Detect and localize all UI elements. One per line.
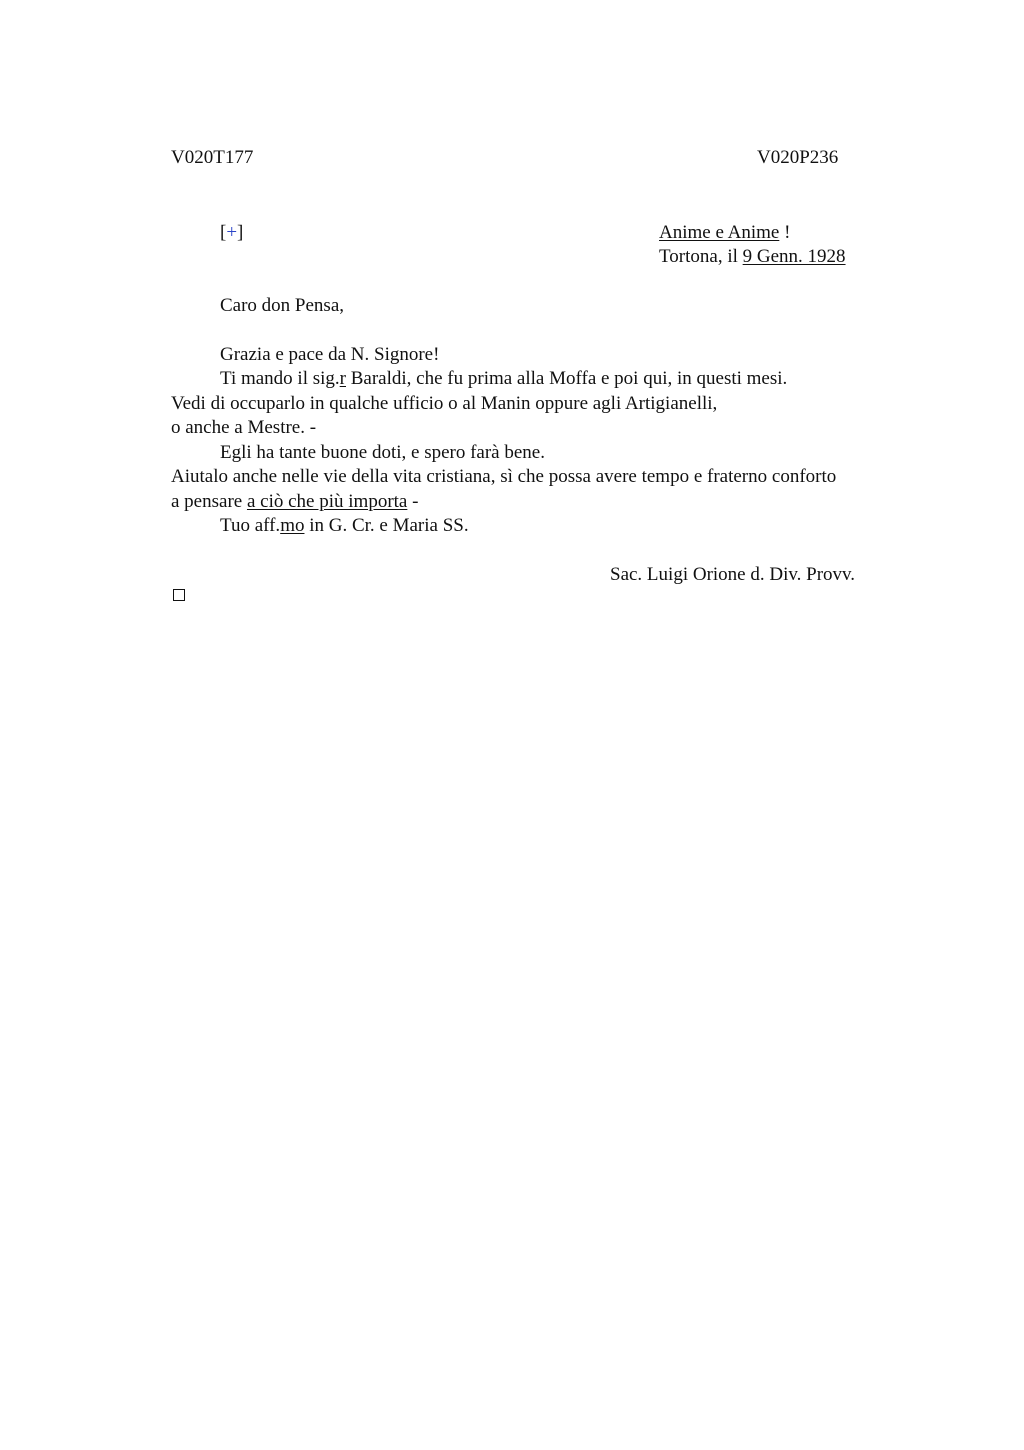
place-date [659,245,846,269]
place-text: Tortona, il [659,246,743,267]
date-text: 9 Genn. 1928 [742,246,846,267]
cross-mark [220,221,243,245]
cross-icon: + [226,222,238,243]
body-line-3: o anche a Mestre. - [171,417,317,438]
body-line-6-start: a pensare [171,491,247,512]
body-line-1-end: Baraldi, che fu prima alla Moffa e poi qui, in questi mesi. [346,368,788,389]
motto [659,221,790,245]
document-code-right: V020P236 [757,147,839,168]
motto-text: Anime e Anime [659,222,780,243]
body-line-6-emphasis: a ciò che più importa [246,491,408,512]
document-code-left: V020T177 [171,147,254,168]
body-line-5: Aiutalo anche nelle vie della vita cristiana, sì che possa avere tempo e fraterno conforto [171,466,837,487]
closing-end: in G. Cr. e Maria SS. [304,515,469,536]
body-line-6-end: - [407,491,419,512]
empty-box-icon [173,589,185,601]
greeting-line: Grazia e pace da N. Signore! [220,344,440,365]
body-line-1 [220,367,787,391]
signature: Sac. Luigi Orione d. Div. Provv. [610,564,856,585]
bracket-open: [ [220,222,227,243]
motto-exclamation: ! [779,222,791,243]
body-line-1-abbrev: r [339,368,346,389]
body-line-6 [171,490,418,514]
body-line-2: Vedi di occuparlo in qualche ufficio o al Manin oppure agli Artigianelli, [171,393,718,414]
body-line-1-start: Ti mando il sig. [220,368,340,389]
closing-start: Tuo aff. [220,515,281,536]
closing-abbrev: mo [280,515,305,536]
body-line-4: Egli ha tante buone doti, e spero farà bene. [220,442,545,463]
salutation: Caro don Pensa, [220,295,345,316]
bracket-close: ] [237,222,244,243]
closing-line [220,514,469,538]
